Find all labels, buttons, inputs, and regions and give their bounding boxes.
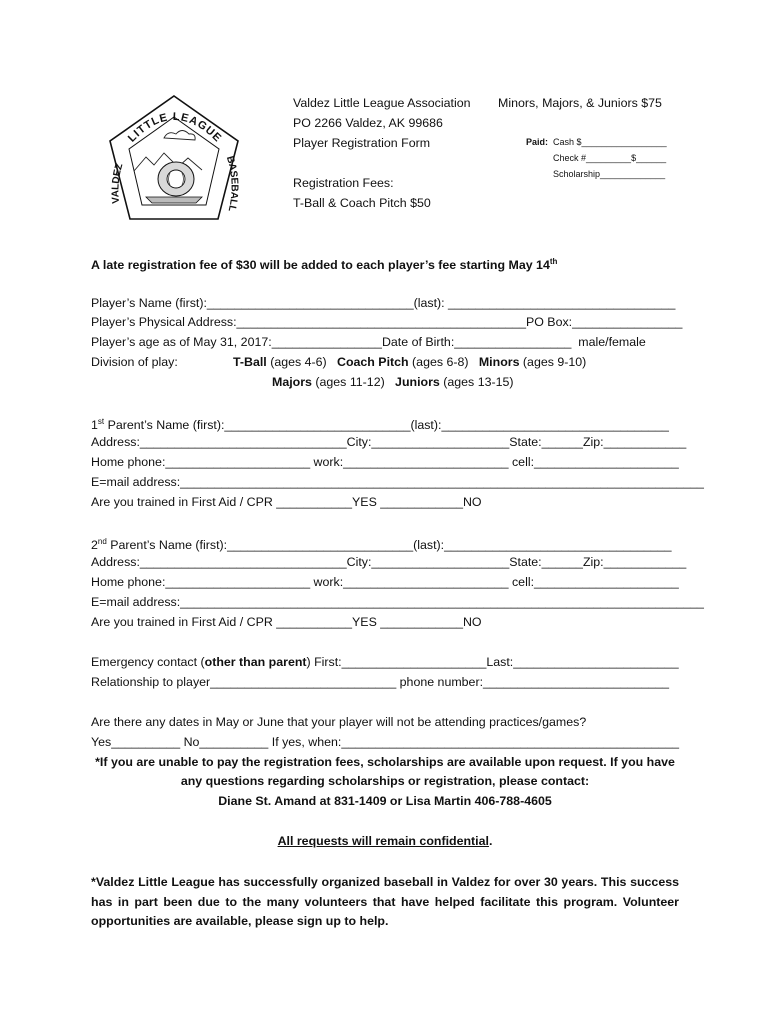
absence-answer-line: Yes__________ No__________ If yes, when:_________________________________________________ — [91, 735, 679, 749]
paid-label: Paid: — [526, 137, 549, 147]
paid-scholarship-field: Scholarship_____________ — [553, 169, 666, 179]
confidential-notice: All requests will remain confidential. — [277, 834, 493, 848]
tball-fee: T-Ball & Coach Pitch $50 — [293, 196, 431, 210]
player-name-line: Player’s Name (first):______________________________(last): _________________________________ — [91, 296, 676, 310]
parent2-address-line: Address:______________________________City:____________________State:______Zip:____________ — [91, 555, 687, 569]
minors-fee: Minors, Majors, & Juniors $75 — [498, 96, 662, 110]
parent2-cpr-line: Are you trained in First Aid / CPR ___________YES ____________NO — [91, 615, 482, 629]
scholarship-notice-line1: *If you are unable to pay the registration fees, scholarships are available upon request. If you have — [95, 755, 675, 769]
logo-arc-right: BASEBALL — [223, 154, 240, 213]
relationship-line: Relationship to player___________________________ phone number:___________________________ — [91, 675, 670, 689]
cloud-icon — [164, 131, 195, 141]
emergency-contact-line: Emergency contact (other than parent) First:_____________________Last:________________________ — [91, 655, 679, 669]
parent2-name-line: 2nd Parent’s Name (first):___________________________(last):_________________________________ — [91, 537, 672, 553]
player-age-line: Player’s age as of May 31, 2017:________________Date of Birth:_________________ male/female — [91, 335, 646, 349]
parent2-phone-line: Home phone:_____________________ work:________________________ cell:_____________________ — [91, 575, 679, 589]
paid-cash-field: Cash $_________________ — [553, 137, 667, 147]
parent1-address-line: Address:______________________________City:____________________State:______Zip:____________ — [91, 435, 687, 449]
logo-arc-left: VALDEZ — [110, 162, 126, 204]
org-address: PO 2266 Valdez, AK 99686 — [293, 116, 443, 130]
scholarship-notice-line2: any questions regarding scholarships or registration, please contact: — [180, 774, 590, 788]
volunteer-paragraph: *Valdez Little League has successfully organized baseball in Valdez for over 30 years. This success has in part been due to the many volunteers that have helped facilitate this program. Volunteer opportunities are available, please sign up to help. — [91, 875, 679, 928]
logo-arc-top: LITTLE LEAGUE — [125, 110, 224, 145]
contact-info: Diane St. Amand at 831-1409 or Lisa Martin 406-788-4605 — [218, 794, 552, 808]
paid-check-field: Check #_________$______ — [553, 153, 667, 163]
form-title: Player Registration Form — [293, 136, 431, 150]
parent1-phone-line: Home phone:_____________________ work:________________________ cell:_____________________ — [91, 455, 679, 469]
division-options-row2: Majors (ages 11-12) Juniors (ages 13-15) — [272, 375, 514, 389]
parent2-email-line: E=mail address:____________________________________________________________________________ — [91, 595, 704, 609]
division-label: Division of play: — [91, 355, 178, 369]
parent1-name-line: 1st Parent’s Name (first):___________________________(last):_________________________________ — [91, 417, 669, 433]
parent1-email-line: E=mail address:____________________________________________________________________________ — [91, 475, 704, 489]
org-name: Valdez Little League Association — [293, 96, 471, 110]
division-options-row1: T-Ball (ages 4-6) Coach Pitch (ages 6-8) Minors (ages 9-10) — [233, 355, 587, 369]
base-icon — [146, 197, 202, 203]
late-fee-notice: A late registration fee of $30 will be added to each player’s fee starting May 14th — [91, 257, 558, 273]
fees-label: Registration Fees: — [293, 176, 394, 190]
ball-icon — [167, 170, 185, 188]
absence-question: Are there any dates in May or June that your player will not be attending practices/games? — [91, 715, 587, 729]
parent1-cpr-line: Are you trained in First Aid / CPR ___________YES ____________NO — [91, 495, 482, 509]
little-league-logo — [104, 93, 244, 223]
player-address-line: Player’s Physical Address:__________________________________________PO Box:________________ — [91, 315, 683, 329]
